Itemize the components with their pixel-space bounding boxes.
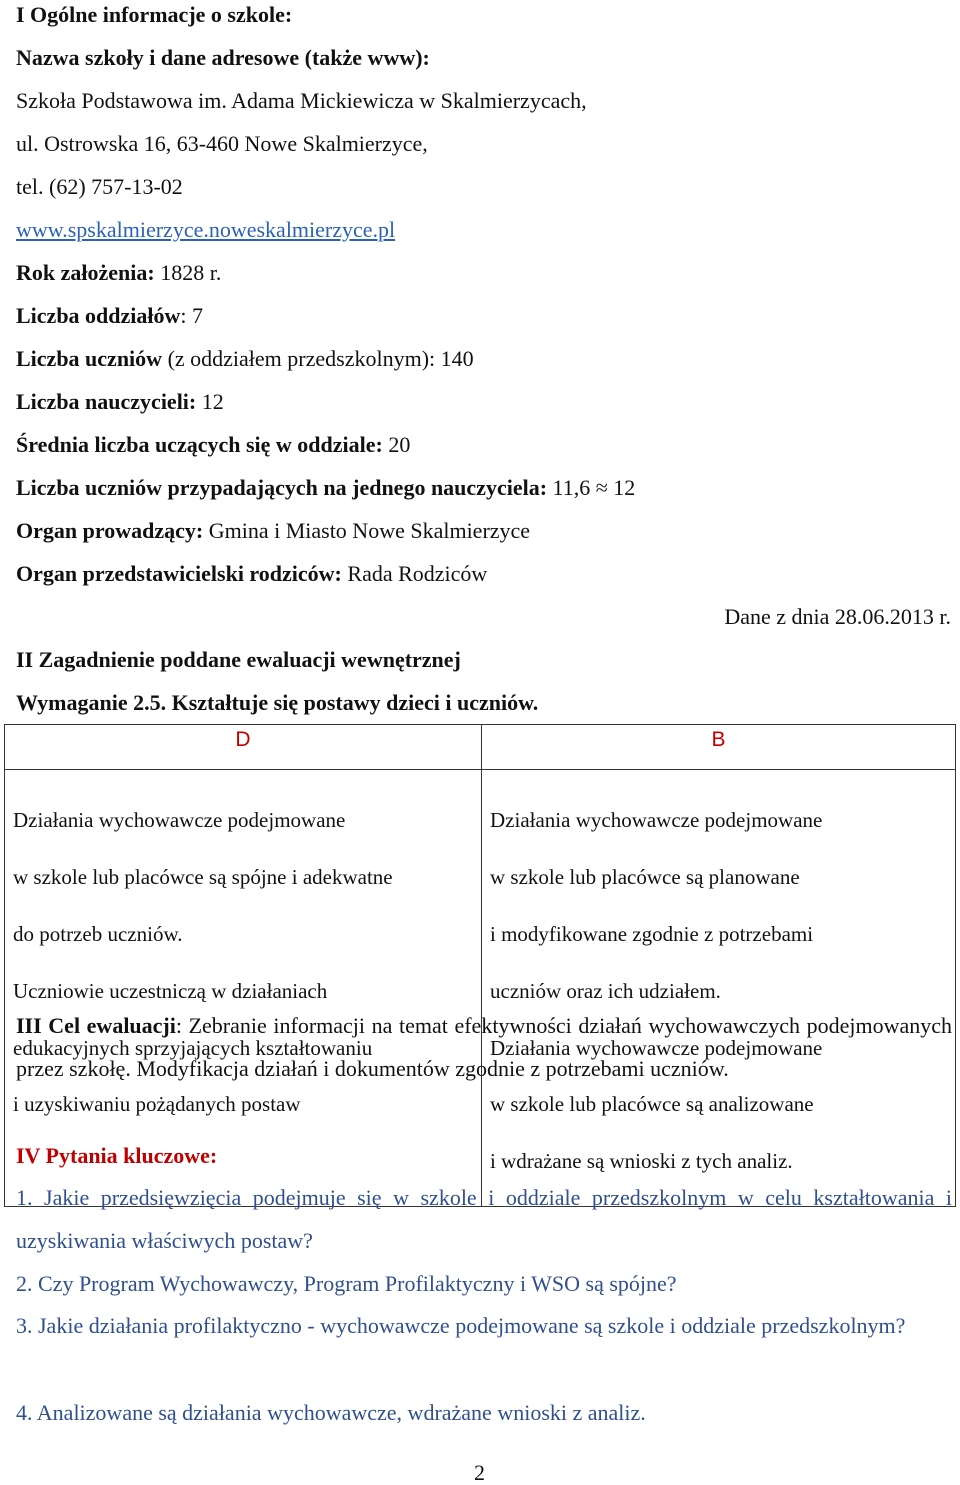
fact-label: Organ przedstawicielski rodziców: bbox=[16, 561, 342, 586]
requirements-table bbox=[4, 724, 956, 1207]
fact-value: 12 bbox=[196, 389, 224, 414]
table-cell-d bbox=[5, 770, 482, 1207]
fact-label: Rok założenia: bbox=[16, 260, 155, 285]
fact-founding-year bbox=[16, 260, 221, 286]
fact-value: 20 bbox=[382, 432, 411, 457]
fact-value: Gmina i Miasto Nowe Skalmierzyce bbox=[203, 518, 531, 543]
cell-line: Działania wychowawcze podejmowane bbox=[13, 808, 346, 833]
fact-value: 11,6 ≈ 12 bbox=[547, 475, 636, 500]
data-date-note: Dane z dnia 28.06.2013 r. bbox=[724, 604, 951, 629]
key-question-1: 1. Jakie przedsięwzięcia podejmuje się w szkole i oddziale przedszkolnym w celu kształtowania i uzyskiwania właściwych postaw? bbox=[16, 1185, 952, 1253]
cell-line: uczniów oraz ich udziałem. bbox=[490, 978, 721, 1003]
fact-label: Średnia liczba uczących się w oddziale: bbox=[16, 432, 383, 457]
key-question-4: 4. Analizowane są działania wychowawcze, wdrażane wnioski z analiz. bbox=[16, 1400, 646, 1425]
fact-class-count bbox=[16, 303, 203, 329]
section-3-text: : Zebranie informacji na temat efektywności działań wychowawczych podejmowanych przez szkołę. Modyfikacja działań i dokumentów zgodnie z potrzebami uczniów. bbox=[16, 1013, 952, 1081]
phone-number: tel. (62) 757-13-02 bbox=[16, 174, 183, 199]
cell-line: edukacyjnych sprzyjających kształtowaniu bbox=[13, 1035, 373, 1060]
cell-line: i modyfikowane zgodnie z potrzebami bbox=[490, 922, 814, 947]
cell-line: i uzyskiwaniu pożądanych postaw bbox=[13, 1092, 301, 1117]
fact-teacher-count bbox=[16, 389, 224, 415]
cell-line: Działania wychowawcze podejmowane bbox=[490, 1035, 823, 1060]
table-header-d: D bbox=[5, 725, 482, 770]
fact-value: (z oddziałem przedszkolnym): 140 bbox=[162, 346, 474, 371]
key-question-2: 2. Czy Program Wychowawczy, Program Profilaktyczny i WSO są spójne? bbox=[16, 1271, 677, 1296]
address-line-1: Szkoła Podstawowa im. Adama Mickiewicza w Skalmierzycach, bbox=[16, 88, 587, 113]
cell-line: w szkole lub placówce są planowane bbox=[490, 865, 800, 890]
cell-line: i wdrażane są wnioski z tych analiz. bbox=[490, 1149, 793, 1174]
section-1-heading: I Ogólne informacje o szkole: bbox=[16, 2, 293, 27]
key-question-3: 3. Jakie działania profilaktyczno - wychowawcze podejmowane są szkole i oddziale przedszkolnym? bbox=[16, 1313, 906, 1338]
table-header-b: B bbox=[482, 725, 956, 770]
cell-line: w szkole lub placówce są spójne i adekwatne bbox=[13, 865, 393, 890]
fact-label: Liczba uczniów bbox=[16, 346, 163, 371]
school-name-label: Nazwa szkoły i dane adresowe (także www): bbox=[16, 45, 430, 70]
section-3-label: III Cel ewaluacji bbox=[16, 1013, 176, 1038]
cell-line: w szkole lub placówce są analizowane bbox=[490, 1092, 814, 1117]
page-number: 2 bbox=[474, 1460, 485, 1485]
cell-line: do potrzeb uczniów. bbox=[13, 922, 183, 947]
fact-label: Liczba nauczycieli: bbox=[16, 389, 197, 414]
section-2-heading: II Zagadnienie poddane ewaluacji wewnętrznej bbox=[16, 647, 461, 672]
school-website-link[interactable]: www.spskalmierzyce.noweskalmierzyce.pl bbox=[16, 217, 396, 242]
requirement-title: Wymaganie 2.5. Kształtuje się postawy dzieci i uczniów. bbox=[16, 690, 539, 715]
fact-value: : 7 bbox=[180, 303, 204, 328]
section-3-evaluation-goal bbox=[16, 1004, 952, 1090]
fact-label: Organ prowadzący: bbox=[16, 518, 204, 543]
fact-parent-council bbox=[16, 561, 487, 587]
cell-line: Działania wychowawcze podejmowane bbox=[490, 808, 823, 833]
table-cell-b bbox=[482, 770, 956, 1207]
fact-student-count bbox=[16, 346, 474, 372]
fact-label: Liczba oddziałów bbox=[16, 303, 181, 328]
fact-label: Liczba uczniów przypadających na jednego nauczyciela: bbox=[16, 475, 548, 500]
fact-governing-body bbox=[16, 518, 530, 544]
fact-value: 1828 r. bbox=[154, 260, 222, 285]
cell-line: Uczniowie uczestniczą w działaniach bbox=[13, 978, 328, 1003]
address-line-2: ul. Ostrowska 16, 63-460 Nowe Skalmierzyce, bbox=[16, 131, 428, 156]
section-4-heading: IV Pytania kluczowe: bbox=[16, 1143, 218, 1168]
fact-value: Rada Rodziców bbox=[341, 561, 488, 586]
fact-average-class-size bbox=[16, 432, 410, 458]
fact-students-per-teacher bbox=[16, 475, 635, 501]
